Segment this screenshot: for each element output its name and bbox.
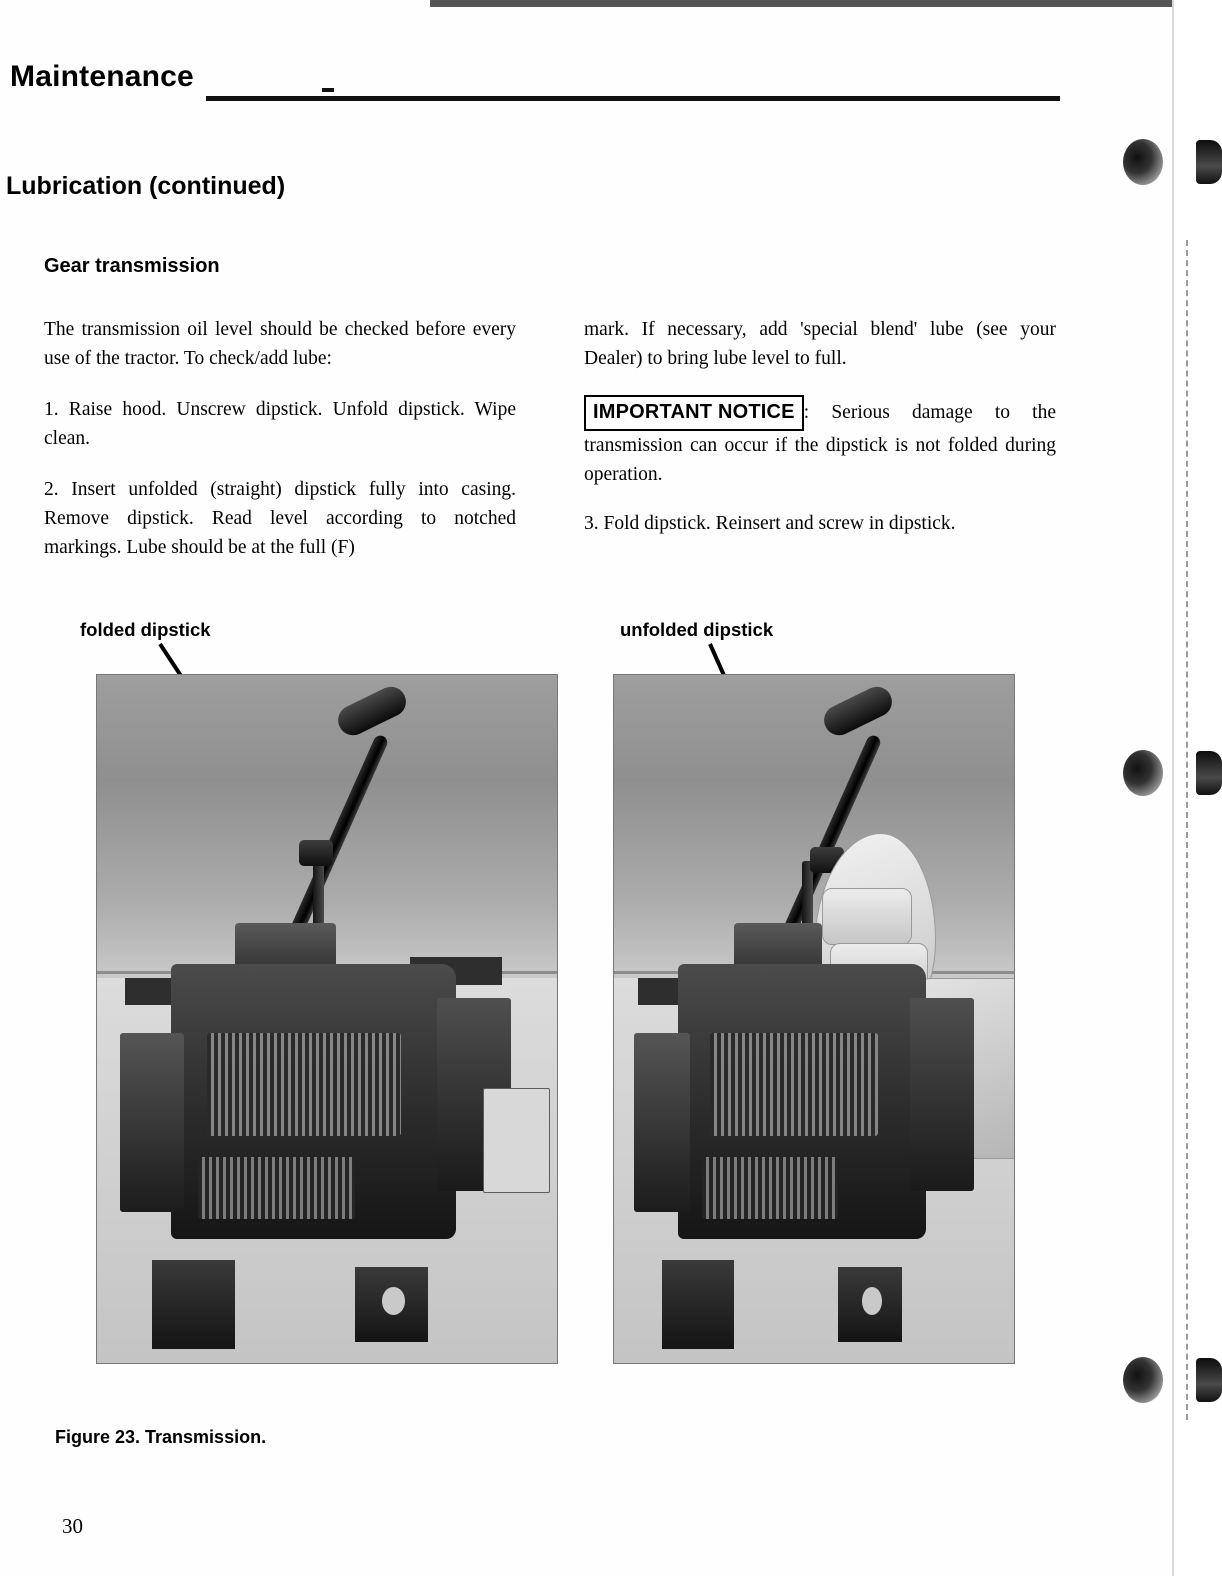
important-notice-text: : Serious damage to the transmission can occur if the dipstick is not folded during operation.: [584, 402, 1056, 485]
operator-finger: [822, 888, 912, 945]
step-3-paragraph: 3. Fold dipstick. Reinsert and screw in dipstick.: [584, 513, 956, 534]
transmission-mounting-foot: [152, 1260, 235, 1349]
transmission-mounting-hole: [862, 1287, 882, 1315]
section-title: Lubrication (continued): [6, 172, 286, 200]
transmission-mounting-foot: [662, 1260, 734, 1349]
transmission-mounting-hole: [382, 1287, 405, 1315]
right-text-column: [584, 315, 1056, 560]
transmission-gear-band: [207, 1033, 400, 1136]
transmission-gear-band: [198, 1157, 354, 1219]
important-notice-paragraph: [584, 395, 1056, 489]
binder-ring-tab: [1196, 751, 1222, 795]
step-2-paragraph: 2. Insert unfolded (straight) dipstick fully into casing. Remove dipstick. Read level according to notched markings. Lube should be at the full (F): [44, 479, 516, 558]
intro-paragraph: The transmission oil level should be checked before every use of the tractor. To check/add lube:: [44, 319, 516, 369]
photo-transmission-folded-dipstick: [96, 674, 558, 1364]
margin-dashed-line: [1186, 240, 1188, 1420]
continuation-paragraph: mark. If necessary, add 'special blend' lube (see your Dealer) to bring lube level to full.: [584, 319, 1056, 369]
binder-ring-hole: [1123, 1357, 1163, 1403]
transmission-left-bracket: [634, 1033, 690, 1212]
figure-caption: Figure 23. Transmission.: [55, 1427, 267, 1447]
important-notice-badge: IMPORTANT NOTICE: [584, 395, 804, 431]
chapter-title: Maintenance: [10, 60, 194, 93]
transmission-right-housing: [483, 1088, 549, 1193]
chapter-header: [10, 60, 1060, 110]
left-text-column: [44, 315, 516, 584]
callout-label-unfolded-dipstick: unfolded dipstick: [620, 619, 774, 640]
transmission-right-bracket: [910, 998, 974, 1191]
binder-ring-tab: [1196, 140, 1222, 184]
binder-ring-tab: [1196, 1358, 1222, 1402]
scan-top-bar: [430, 0, 1175, 7]
header-rule: [206, 96, 1060, 101]
dipstick-cap: [299, 840, 333, 866]
binder-ring-hole: [1123, 750, 1163, 796]
binder-ring-hole: [1123, 139, 1163, 185]
callout-label-folded-dipstick: folded dipstick: [80, 619, 211, 640]
transmission-gear-band: [702, 1157, 838, 1219]
photo-transmission-unfolded-dipstick: [613, 674, 1015, 1364]
header-rule-tick: [322, 88, 334, 92]
page-number: 30: [62, 1514, 83, 1538]
subsection-title: Gear transmission: [44, 255, 220, 277]
step-1-paragraph: 1. Raise hood. Unscrew dipstick. Unfold dipstick. Wipe clean.: [44, 399, 516, 449]
transmission-left-bracket: [120, 1033, 184, 1212]
transmission-gear-band: [710, 1033, 878, 1136]
